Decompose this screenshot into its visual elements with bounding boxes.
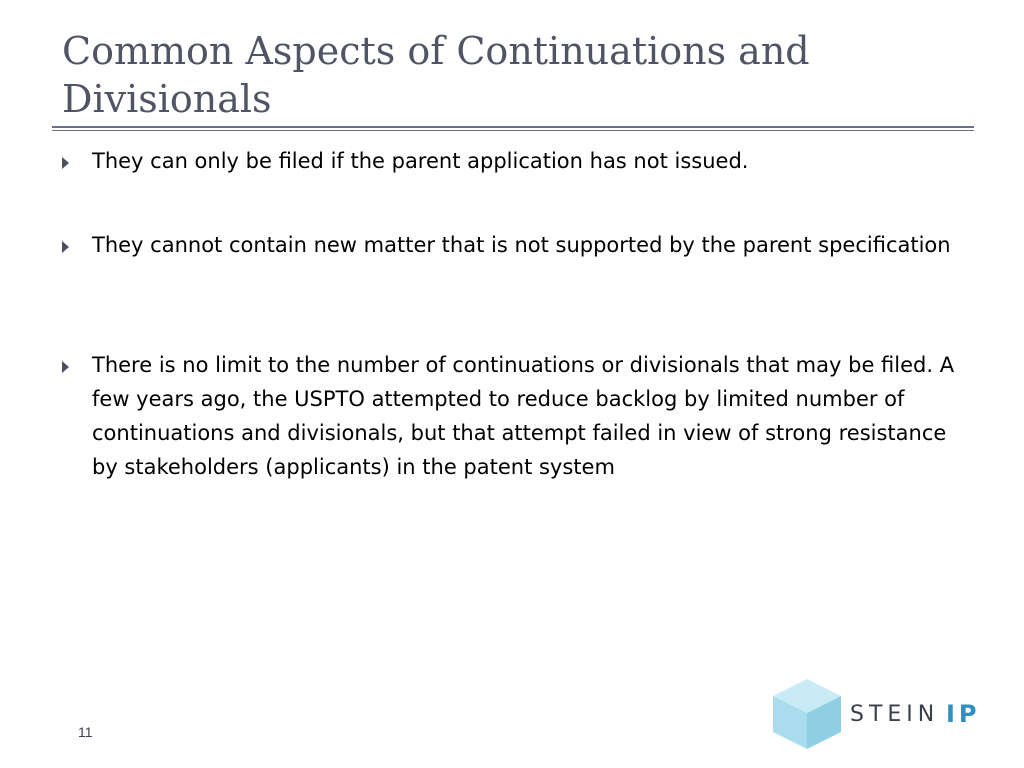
slide-title: Common Aspects of Continuations and Divisionals xyxy=(62,29,810,121)
company-logo xyxy=(770,676,990,752)
bullet-text: There is no limit to the number of continuations or divisionals that may be filed. A few years ago, the USPTO attempted to reduce backlog by limited number of continuations and divisionals, but that attempt failed in view of strong resistance by stakeholders (applicants) in the patent system xyxy=(92,353,955,479)
bullet-item-1 xyxy=(62,150,962,178)
title-divider-thin xyxy=(52,130,974,131)
triangle-bullet-icon xyxy=(62,157,69,169)
triangle-bullet-icon xyxy=(62,361,69,373)
triangle-bullet-icon xyxy=(62,241,69,253)
bullet-item-2 xyxy=(62,234,962,262)
bullet-text: They cannot contain new matter that is not supported by the parent specification xyxy=(92,233,951,257)
bullet-text: They can only be filed if the parent application has not issued. xyxy=(92,149,749,173)
title-divider xyxy=(52,126,974,128)
logo-wordmark-ip: IP xyxy=(946,700,981,728)
logo-wordmark-stein: STEIN xyxy=(850,702,940,727)
bullet-item-3 xyxy=(62,354,962,484)
cube-icon xyxy=(770,676,844,752)
page-number: 11 xyxy=(78,724,93,740)
